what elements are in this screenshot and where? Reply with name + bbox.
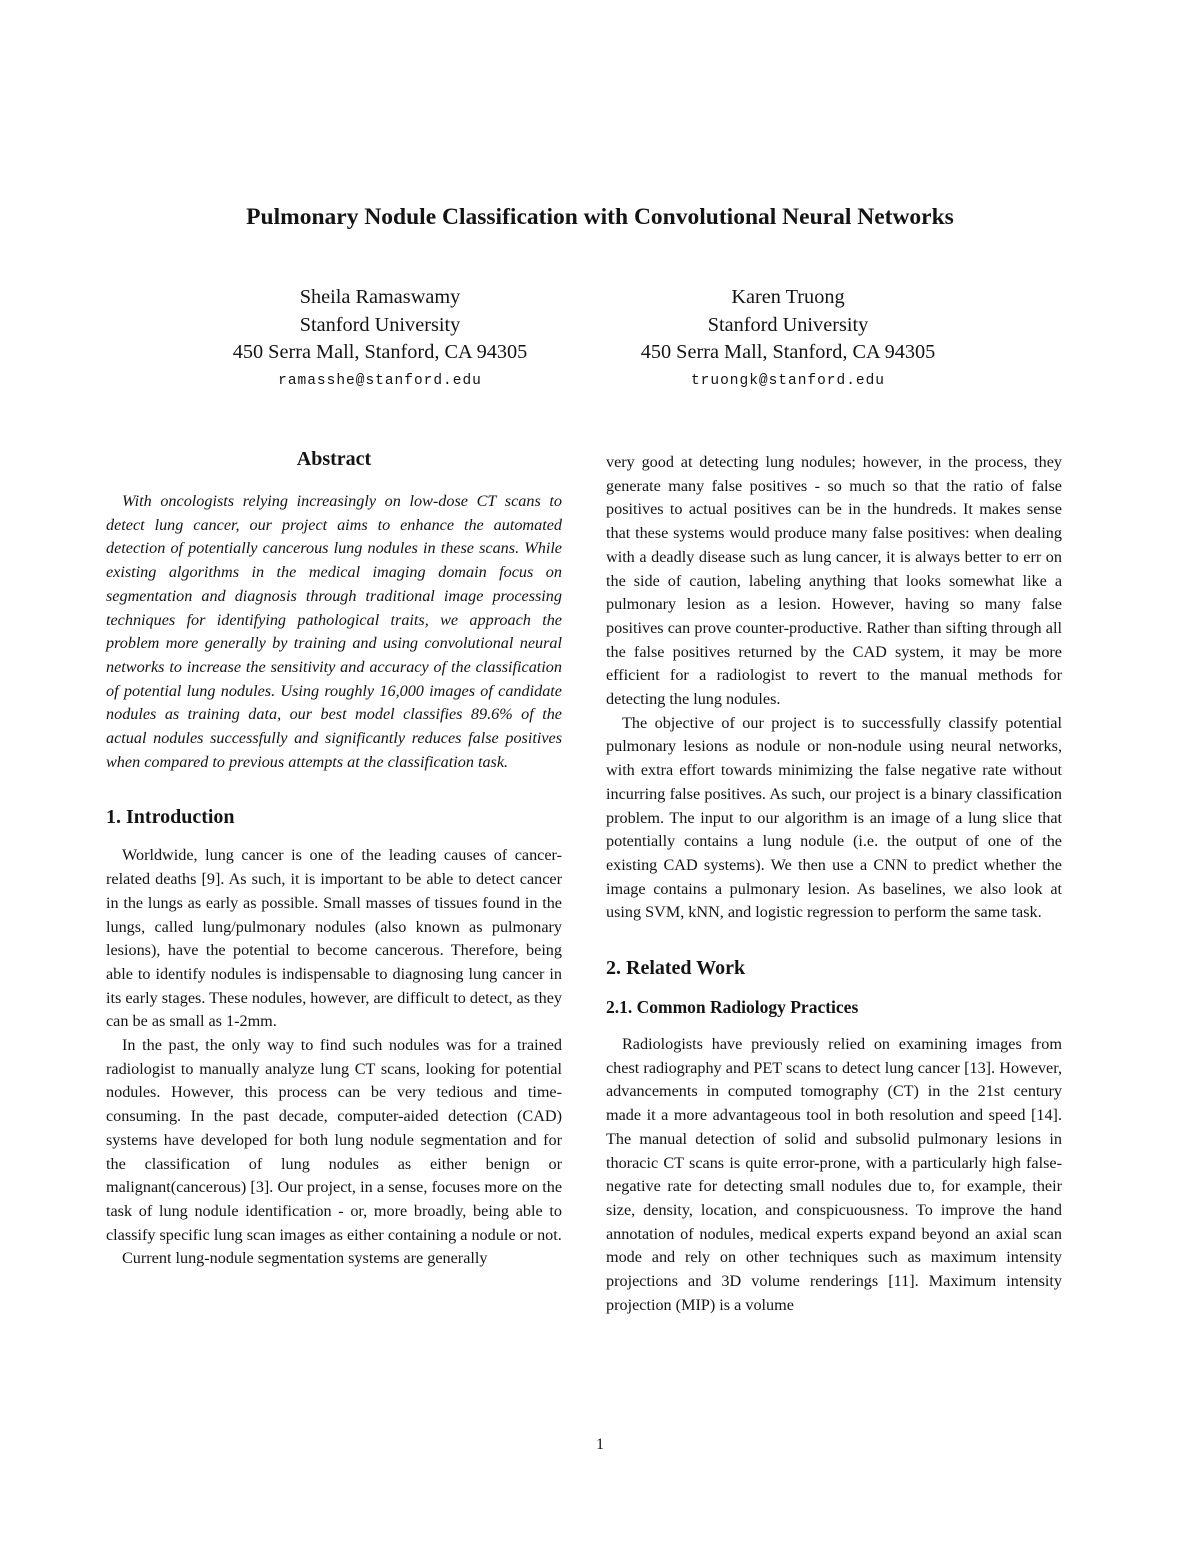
author-email[interactable]: truongk@stanford.edu [690,372,886,389]
author-email[interactable]: ramasshe@stanford.edu [278,372,482,389]
section-heading-related-work: 2. Related Work [606,957,746,980]
author-block-2 [578,284,998,391]
page-number: 1 [596,1436,604,1453]
author-affiliation: Stanford University [707,313,869,336]
paragraph: Worldwide, lung cancer is one of the leading causes of cancer-related deaths [9]. As such, it is important to be able to detect cancer in the lungs as early as possible. Small masses of tissues found in the lungs, called lung/pulmonary nodules (also known as pulmonary lesions), have the potential to become cancerous. Therefore, being able to identify nodules is indispensable to diagnosing lung cancer in its early stages. These nodules, however, are difficult to detect, as they can be as small as 1-2mm. [106,846,562,1031]
author-affiliation: Stanford University [299,313,461,336]
subsection-heading-radiology: 2.1. Common Radiology Practices [606,997,859,1018]
author-name: Sheila Ramaswamy [299,286,461,308]
author-address: 450 Serra Mall, Stanford, CA 94305 [640,341,936,363]
abstract-heading: Abstract [296,448,372,470]
paragraph: very good at detecting lung nodules; however, in the process, they generate many false positives - so much so that the ratio of false positives to actual positives can be in the hundreds. It makes sense that these systems would produce many false positives: when dealing with a deadly disease such as lung cancer, it is always better to err on the side of caution, labeling anything that looks somewhat like a pulmonary lesion as a lesion. However, having so many false positives can prove counter-productive. Rather than sifting through all the false positives returned by the CAD system, it may be more efficient for a radiologist to revert to the manual methods for detecting the lung nodules. [606,453,1062,709]
paragraph: In the past, the only way to find such nodules was for a trained radiologist to manually analyze lung CT scans, looking for potential nodules. However, this process can be very tedious and time-consuming. In the past decade, computer-aided detection (CAD) systems have developed for both lung nodule segmentation and for the classification of lung nodules as either benign or malignant(cancerous) [3]. Our project, in a sense, focuses more on the task of lung nodule identification - or, more broadly, being able to classify specific lung scan images as either containing a nodule or not. [106,1036,562,1244]
abstract-text: With oncologists relying increasingly on low-dose CT scans to detect lung cancer, our project aims to enhance the automated detection of potentially cancerous lung nodules in these scans. While existing algorithms in the medical imaging domain focus on segmentation and diagnosis through traditional image processing techniques for identifying pathological traits, we approach the problem more generally by training and using convolutional neural networks to increase the sensitivity and accuracy of the classification of potential lung nodules. Using roughly 16,000 images of candidate nodules as training data, our best model classifies 89.6% of the actual nodules successfully and significantly reduces false positives when compared to previous attempts at the classification task. [106,492,562,771]
author-name: Karen Truong [731,286,845,308]
paragraph: Radiologists have previously relied on examining images from chest radiography and PET scans to detect lung cancer [13]. However, advancements in computed tomography (CT) in the 21st century made it a more advantageous tool in both resolution and speed [14]. The manual detection of solid and subsolid pulmonary lesions in thoracic CT scans is quite error-prone, with a particularly high false-negative rate for detecting small nodules due to, for example, their size, density, location, and conspicuousness. To improve the hand annotation of nodules, medical experts expand beyond an axial scan mode and rely on other techniques such as maximum intensity projections and 3D volume renderings [11]. Maximum intensity projection (MIP) is a volume [606,1035,1062,1314]
paper-title: Pulmonary Nodule Classification with Convolutional Neural Networks [246,204,954,230]
left-column [106,444,562,1271]
author-address: 450 Serra Mall, Stanford, CA 94305 [232,341,528,363]
paragraph: The objective of our project is to successfully classify potential pulmonary lesions as nodule or non-nodule using neural networks, with extra effort towards minimizing the false negative rate without incurring false positives. As such, our project is a binary classification problem. The input to our algorithm is an image of a lung slice that potentially contains a lung nodule (i.e. the output of one of the existing CAD systems). We then use a CNN to predict whether the image contains a pulmonary lesion. As baselines, we also look at using SVM, kNN, and logistic regression to perform the same task. [606,713,1062,922]
author-block-1 [170,284,590,391]
paragraph: Current lung-nodule segmentation systems are generally [122,1249,488,1268]
section-heading-introduction: 1. Introduction [106,806,235,829]
right-column [606,451,1062,1318]
